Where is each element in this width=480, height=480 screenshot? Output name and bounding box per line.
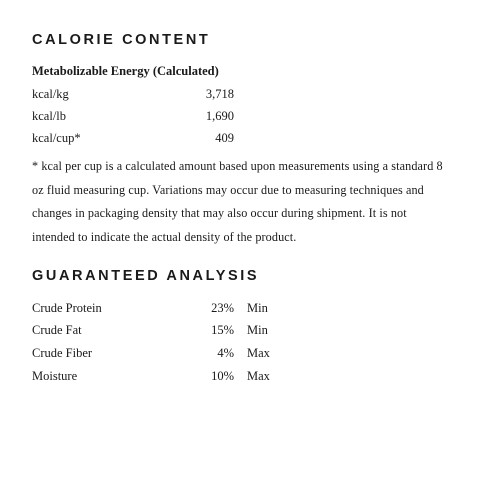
analysis-row-value: 23% — [211, 301, 234, 315]
analysis-row-qualifier: Max — [247, 346, 270, 360]
analysis-row-qualifier: Max — [247, 369, 270, 383]
guaranteed-analysis-heading: GUARANTEED ANALYSIS — [32, 268, 260, 284]
analysis-row-value: 10% — [211, 369, 234, 383]
energy-row-value: 3,718 — [205, 87, 234, 101]
energy-row-label: kcal/kg — [32, 87, 69, 101]
energy-row-value: 409 — [215, 131, 234, 145]
kcal-per-cup-footnote: * kcal per cup is a calculated amount based upon measurements using a standard 8 oz fluid measuring cup. Variations may occur due to measuring techniques and changes in packaging density that may also occur during shipment. It is not intended to indicate the actual density of the product. — [32, 159, 443, 244]
energy-row-label: kcal/cup* — [32, 131, 81, 145]
analysis-row-qualifier: Min — [247, 323, 268, 337]
analysis-row-label: Crude Fiber — [32, 346, 93, 360]
analysis-row-label: Moisture — [32, 369, 78, 383]
energy-row-label: kcal/lb — [32, 109, 67, 123]
analysis-row-label: Crude Fat — [32, 323, 82, 337]
calorie-content-heading: CALORIE CONTENT — [32, 32, 211, 48]
analysis-row-qualifier: Min — [247, 301, 268, 315]
energy-row-value: 1,690 — [205, 109, 234, 123]
analysis-row-value: 4% — [217, 346, 234, 360]
analysis-row-value: 15% — [211, 323, 234, 337]
metabolizable-energy-subheading: Metabolizable Energy (Calculated) — [32, 64, 219, 78]
analysis-row-label: Crude Protein — [32, 301, 102, 315]
